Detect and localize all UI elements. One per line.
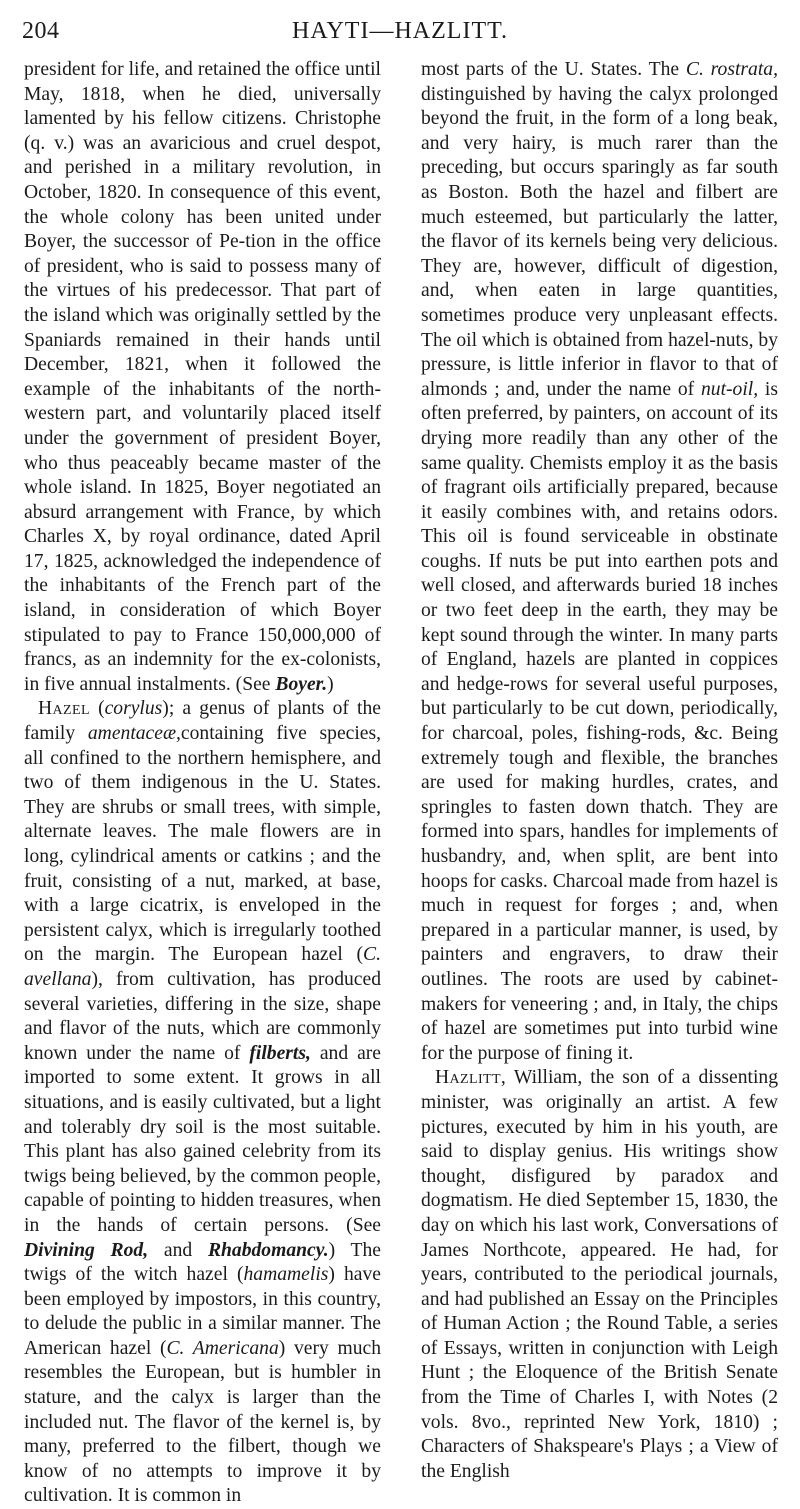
entry-headword: Hazlitt, bbox=[435, 1067, 507, 1089]
hayti-entry-continuation: president for life, and retained the office until May, 1818, when he died, universally lamented by his fellow citizens. Christophe (q. v.) was an avaricious and cruel despot, and perished in a military revolution, in October, 1820. In consequence of this event, the whole colony has been united under Boyer, the successor of Pe-tion in the office of president, who is said to possess many of the virtues of his predecessor. That part of the island which was originally settled by the Spaniards remained in their hands until December, 1821, when it followed the example of the inhabitants of the north-western part, and voluntarily placed itself under the government of president Boyer, who thus peaceably became master of the whole island. In 1825, Boyer negotiated an absurd arrangement with France, by which Charles X, by royal ordinance, dated April 17, 1825, acknowledged the independence of the inhabitants of the French part of the island, in consideration of which Boyer stipulated to pay to France 150,000,000 of francs, as an indemnity for the ex-colonists, in five annual instalments. (See Boyer.) bbox=[24, 59, 381, 695]
hazel-entry-continuation: most parts of the U. States. The C. rostrata, distinguished by having the calyx prolonged beyond the fruit, in the form of a long beak, and very hairy, is much rarer than the preceding, but occurs sparingly as far south as Boston. Both the hazel and filbert are much esteemed, but particularly the latter, the flavor of its kernels being very delicious. They are, however, difficult of digestion, and, when eaten in large quantities, sometimes produce very unpleasant effects. The oil which is obtained from hazel-nuts, by pressure, is little inferior in flavor to that of almonds ; and, under the name of nut-oil, is often preferred, by painters, on account of its drying more readily than any other of the same quality. Chemists employ it as the basis of fragrant oils artificially prepared, because it easily combines with, and retains odors. This oil is found serviceable in obstinate coughs. If nuts be put into earthen pots and well closed, and afterwards buried 18 inches or two feet deep in the earth, they may be kept sound through the winter. In many parts of England, hazels are planted in coppices and hedge-rows for several useful purposes, but particularly to be cut down, periodically, for charcoal, poles, fishing-rods, &c. Being extremely tough and flexible, the branches are used for making hurdles, crates, and springles to fasten down thatch. They are formed into spars, handles for implements of husbandry, and, when split, are bent into hoops for casks. Charcoal made from hazel is much in request for forges ; and, when prepared in a particular manner, is used, by painters and engravers, to draw their outlines. The roots are used by cabinet-makers for veneering ; and, in Italy, the chips of hazel are sometimes put into turbid wine for the purpose of fining it. bbox=[421, 59, 778, 1064]
hazlitt-entry: Hazlitt, William, the son of a dissenting minister, was originally an artist. A few pictures, executed by him in his youth, are said to display genius. His writings show thought, disfigured by paradox and dogmatism. He died September 15, 1830, the day on which his last work, Conversations of James Northcote, appeared. He had, for years, contributed to the periodical journals, and had published an Essay on the Principles of Human Action ; the Round Table, a series of Essays, written in conjunction with Leigh Hunt ; the Eloquence of the British Senate from the Time of Charles I, with Notes (2 vols. 8vo., reprinted New York, 1810) ; Characters of Shakspeare's Plays ; a View of the English bbox=[421, 1067, 778, 1482]
running-head: HAYTI—HAZLITT. bbox=[292, 18, 508, 44]
right-column bbox=[421, 58, 778, 1509]
see-reference[interactable]: Boyer. bbox=[275, 673, 328, 695]
see-reference[interactable]: Rhabdomancy. bbox=[207, 1239, 329, 1261]
see-reference[interactable]: Divining Rod, bbox=[24, 1239, 149, 1261]
page-header bbox=[22, 18, 778, 52]
hazel-entry: Hazel (corylus); a genus of plants of the family amentaceæ,containing five species, all confined to the northern hemisphere, and two of them indigenous in the U. States. They are shrubs or small trees, with simple, alternate leaves. The male flowers are in long, cylindrical aments or catkins ; and the fruit, consisting of a nut, marked, at base, with a large cicatrix, is enveloped in the persistent calyx, which is irregularly toothed on the margin. The European hazel (C. avellana), from cultivation, has produced several varieties, differing in the size, shape and flavor of the nuts, which are commonly known under the name of filberts, and are imported to some extent. It grows in all situations, and is easily cultivated, but a light and tolerably dry soil is the most suitable. This plant has also gained celebrity from its twigs being believed, by the common people, capable of pointing to hidden treasures, when in the hands of certain persons. (See Divining Rod, and Rhabdomancy.) The twigs of the witch hazel (hamamelis) have been employed by impostors, in this country, to delude the public in a similar manner. The American hazel (C. Americana) very much resembles the European, but is humbler in stature, and the calyx is larger than the included nut. The flavor of the kernel is, by many, preferred to the filbert, though we know of no attempts to improve it by cultivation. It is common in bbox=[24, 698, 382, 1507]
page-number: 204 bbox=[22, 18, 60, 44]
entry-headword: Hazel bbox=[38, 698, 90, 720]
text-columns bbox=[24, 58, 780, 1509]
left-column bbox=[24, 58, 381, 1509]
